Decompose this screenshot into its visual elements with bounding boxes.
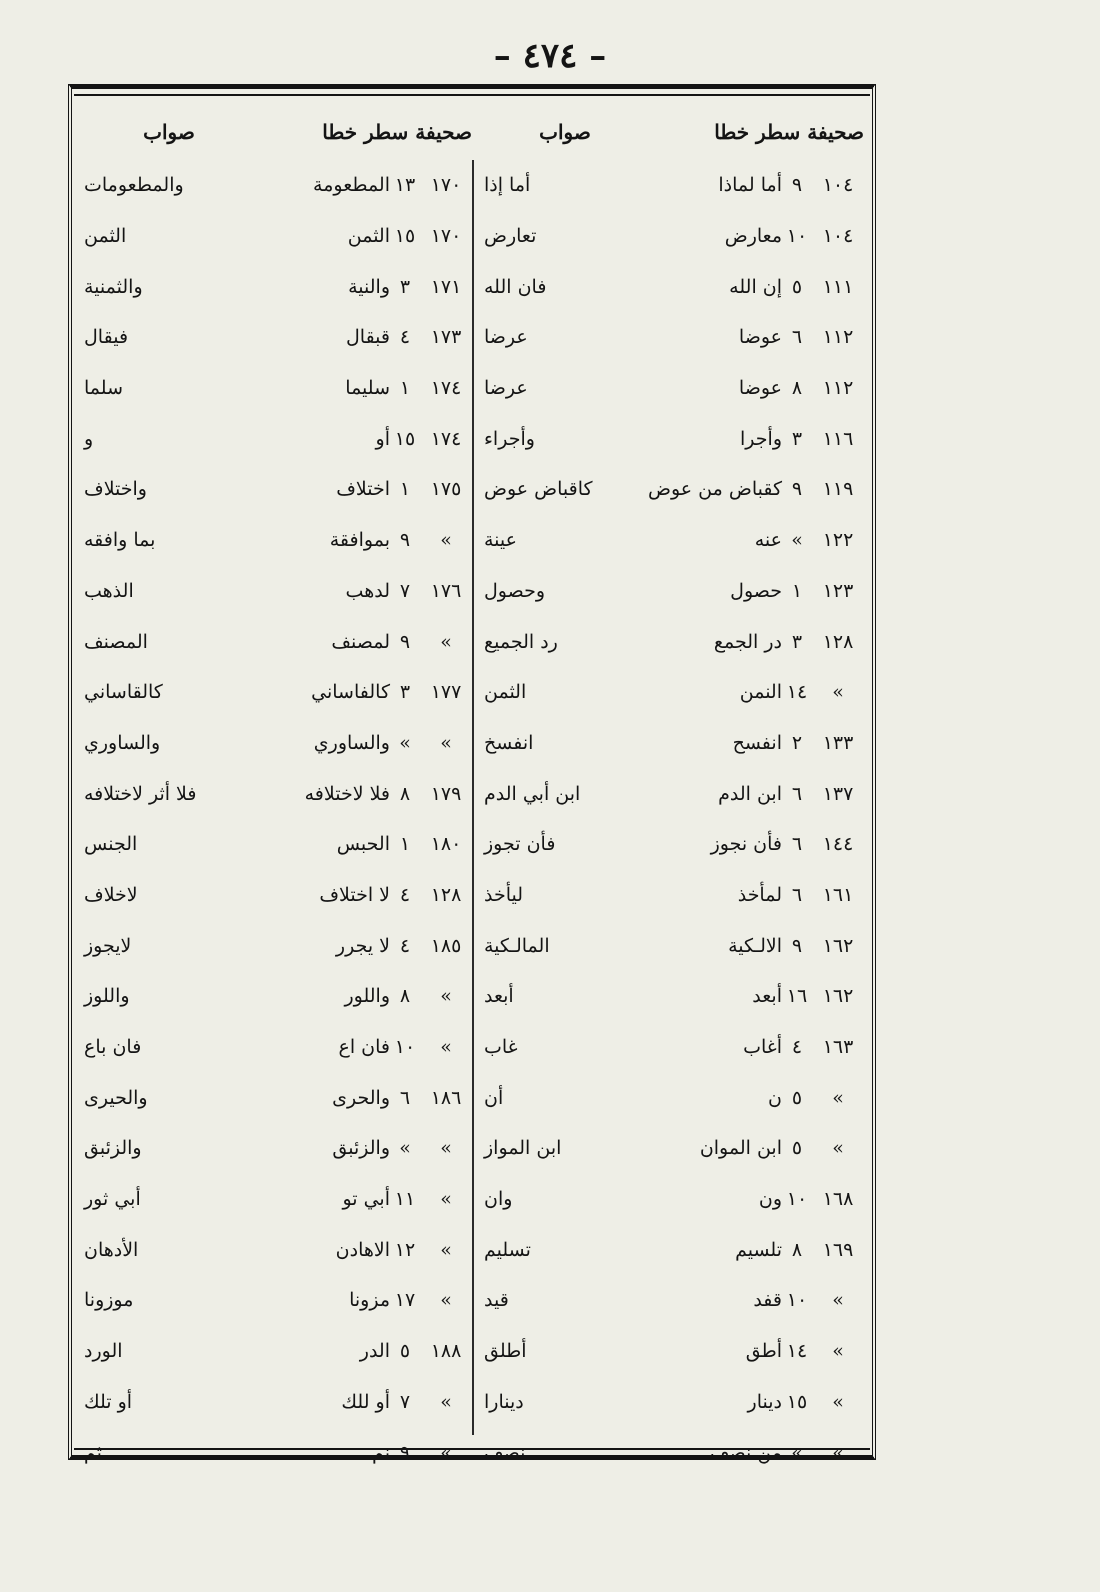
correct-text-cell: ليأخذ <box>484 883 524 906</box>
line-number-cell: » <box>791 1441 803 1464</box>
wrong-text-cell: أو <box>375 427 390 450</box>
wrong-text-cell: نم <box>372 1441 390 1464</box>
correct-text-cell: فأن تجوز <box>484 833 556 856</box>
wrong-text-cell: ابن الدم <box>718 782 782 805</box>
correct-text-cell: أن <box>484 1086 504 1109</box>
errata-row <box>478 1326 864 1377</box>
page-number-cell: » <box>440 630 452 653</box>
page-number-cell: » <box>440 1441 452 1464</box>
line-number-cell: » <box>399 1137 411 1160</box>
errata-row <box>78 920 472 971</box>
wrong-text-cell: المطعومة <box>313 174 390 197</box>
page-number-cell: ١٢٨ <box>430 883 462 906</box>
wrong-text-cell: الاهادن <box>335 1238 390 1261</box>
page-number-cell: ١٧٧ <box>430 681 462 704</box>
errata-row <box>478 413 864 464</box>
line-number-cell: ٤ <box>399 934 411 957</box>
correct-text-cell: ابن أبي الدم <box>484 782 581 805</box>
line-number-cell: ٥ <box>791 275 803 298</box>
wrong-text-cell: أما لماذا <box>718 174 782 197</box>
wrong-text-cell: فأن نجوز <box>710 833 782 856</box>
errata-row <box>78 160 472 211</box>
page-number-cell: ١٧٣ <box>430 326 462 349</box>
correct-text-cell: رد الجميع <box>484 630 558 653</box>
correct-text-cell: بما وافقه <box>84 529 156 552</box>
errata-row <box>478 1123 864 1174</box>
page-number-cell: » <box>440 1390 452 1413</box>
wrong-text-cell: لمأخذ <box>737 883 782 906</box>
header-correct: صواب <box>143 120 195 144</box>
wrong-text-cell: لا اختلاف <box>319 883 390 906</box>
wrong-text-cell: الثمن <box>347 225 390 248</box>
wrong-text-cell: كقباض من عوض <box>648 478 782 501</box>
errata-row <box>78 667 472 718</box>
line-number-cell: ١ <box>791 579 803 602</box>
correct-text-cell: وأجراء <box>484 427 535 450</box>
left-column-header <box>78 112 472 152</box>
wrong-text-cell: الدر <box>359 1340 390 1363</box>
correct-text-cell: الذهب <box>84 579 134 602</box>
page-number-cell: » <box>832 1137 844 1160</box>
errata-row <box>78 1072 472 1123</box>
wrong-text-cell: بموافقة <box>329 529 390 552</box>
left-errata-column <box>78 160 472 1478</box>
correct-text-cell: الأدهان <box>84 1238 139 1261</box>
page-number-cell: » <box>832 1441 844 1464</box>
line-number-cell: ٣ <box>791 630 803 653</box>
wrong-text-cell: ابن الموان <box>699 1137 782 1160</box>
line-number-cell: ٩ <box>791 478 803 501</box>
line-number-cell: ١ <box>399 833 411 856</box>
correct-text-cell: عينة <box>484 529 517 552</box>
wrong-text-cell: اختلاف <box>336 478 390 501</box>
page-number-cell: ١٦٨ <box>822 1188 854 1211</box>
line-number-cell: » <box>791 529 803 552</box>
correct-text-cell: لاخلاف <box>84 883 138 906</box>
page-number-cell: ١٨٥ <box>430 934 462 957</box>
errata-row <box>78 515 472 566</box>
errata-row <box>478 920 864 971</box>
errata-row <box>478 566 864 617</box>
page-number-cell: ١٦١ <box>822 883 854 906</box>
page-number-cell: ١٧٤ <box>430 377 462 400</box>
wrong-text-cell: مزونا <box>349 1289 390 1312</box>
line-number-cell: ١٠ <box>394 1036 416 1059</box>
right-errata-column <box>478 160 864 1478</box>
wrong-text-cell: كالفاساني <box>311 681 390 704</box>
correct-text-cell: المالـكية <box>484 934 550 957</box>
page-number-cell: ١٧١ <box>430 275 462 298</box>
correct-text-cell: نصف <box>484 1441 526 1464</box>
errata-row <box>478 363 864 414</box>
line-number-cell: ١٢ <box>394 1238 416 1261</box>
errata-row <box>78 1427 472 1478</box>
correct-text-cell: وان <box>484 1188 513 1211</box>
line-number-cell: ١ <box>399 478 411 501</box>
errata-row <box>78 1224 472 1275</box>
correct-text-cell: والساوري <box>84 731 161 754</box>
wrong-text-cell: النمن <box>739 681 782 704</box>
errata-row <box>78 870 472 921</box>
correct-text-cell: فيقال <box>84 326 129 349</box>
correct-text-cell: واللوز <box>84 985 130 1008</box>
correct-text-cell: فان باع <box>84 1036 142 1059</box>
errata-row <box>478 1427 864 1478</box>
line-number-cell: ١٥ <box>394 427 416 450</box>
correct-text-cell: فان الله <box>484 275 547 298</box>
line-number-cell: ٩ <box>791 174 803 197</box>
correct-text-cell: عرضا <box>484 377 528 400</box>
page-number-cell: ١٨٦ <box>430 1086 462 1109</box>
wrong-text-cell: والساوري <box>313 731 390 754</box>
page-number-cell: » <box>440 985 452 1008</box>
errata-row <box>478 312 864 363</box>
correct-text-cell: المصنف <box>84 630 148 653</box>
wrong-text-cell: تلسيم <box>735 1238 782 1261</box>
page-number-cell: ١٠٤ <box>822 225 854 248</box>
errata-row <box>478 1224 864 1275</box>
errata-row <box>78 464 472 515</box>
page-number-cell: ١٢٣ <box>822 579 854 602</box>
correct-text-cell: غاب <box>484 1036 518 1059</box>
errata-row <box>78 1123 472 1174</box>
page-number-cell: ١٤٤ <box>822 833 854 856</box>
errata-row <box>478 160 864 211</box>
line-number-cell: ١٠ <box>786 1188 808 1211</box>
page-number-cell: » <box>440 731 452 754</box>
line-number-cell: ٥ <box>399 1340 411 1363</box>
page-number-cell: » <box>440 1289 452 1312</box>
line-number-cell: ٦ <box>791 782 803 805</box>
frame-rule-top <box>74 94 870 96</box>
wrong-text-cell: من نصف <box>709 1441 782 1464</box>
correct-text-cell: كالقاساني <box>84 681 163 704</box>
correct-text-cell: والثمنية <box>84 275 143 298</box>
errata-row <box>78 1377 472 1428</box>
page-number-cell: ١٦٣ <box>822 1036 854 1059</box>
page-number-cell: ١٧٩ <box>430 782 462 805</box>
errata-row <box>478 1275 864 1326</box>
wrong-text-cell: انفسح <box>732 731 782 754</box>
wrong-text-cell: قبقال <box>345 326 390 349</box>
page-number-cell: ١٦٩ <box>822 1238 854 1261</box>
wrong-text-cell: أطق <box>745 1340 782 1363</box>
page-number-cell: » <box>832 1390 844 1413</box>
wrong-text-cell: معارض <box>724 225 782 248</box>
line-number-cell: ٨ <box>399 985 411 1008</box>
correct-text-cell: الثمن <box>84 225 127 248</box>
errata-row <box>478 211 864 262</box>
line-number-cell: ١ <box>399 377 411 400</box>
line-number-cell: ٦ <box>791 833 803 856</box>
errata-row <box>78 211 472 262</box>
page-number-cell: ١١١ <box>822 275 854 298</box>
page-number-cell: ١٧٠ <box>430 225 462 248</box>
page-number-cell: ١٧٠ <box>430 174 462 197</box>
errata-row <box>78 566 472 617</box>
wrong-text-cell: إن الله <box>729 275 782 298</box>
wrong-text-cell: والنية <box>348 275 390 298</box>
line-number-cell: ٩ <box>399 1441 411 1464</box>
errata-row <box>478 718 864 769</box>
page-number-cell: » <box>832 1340 844 1363</box>
correct-text-cell: فلا أثر لاختلافه <box>84 782 197 805</box>
correct-text-cell: الجنس <box>84 833 138 856</box>
correct-text-cell: و <box>84 427 94 450</box>
line-number-cell: ١٣ <box>394 174 416 197</box>
correct-text-cell: أو تلك <box>84 1390 133 1413</box>
line-number-cell: ٤ <box>399 326 411 349</box>
correct-text-cell: والمطعومات <box>84 174 184 197</box>
page-number-cell: ١١٦ <box>822 427 854 450</box>
column-divider <box>472 160 474 1435</box>
correct-text-cell: أطلق <box>484 1340 527 1363</box>
wrong-text-cell: حصول <box>730 579 782 602</box>
errata-row <box>78 768 472 819</box>
correct-text-cell: الورد <box>84 1340 123 1363</box>
line-number-cell: ٦ <box>399 1086 411 1109</box>
errata-row <box>78 1022 472 1073</box>
header-correct: صواب <box>539 120 591 144</box>
wrong-text-cell: در الجمع <box>713 630 782 653</box>
line-number-cell: ٩ <box>399 529 411 552</box>
line-number-cell: ٩ <box>791 934 803 957</box>
line-number-cell: ١١ <box>394 1188 416 1211</box>
line-number-cell: ١٠ <box>786 1289 808 1312</box>
line-number-cell: ١٠ <box>786 225 808 248</box>
errata-row <box>78 413 472 464</box>
correct-text-cell: سلما <box>84 377 123 400</box>
correct-text-cell: كاقباض عوض <box>484 478 593 501</box>
wrong-text-cell: والحرى <box>332 1086 390 1109</box>
line-number-cell: ٨ <box>791 377 803 400</box>
page-number-cell: ١٦٢ <box>822 934 854 957</box>
correct-text-cell: والحيرى <box>84 1086 148 1109</box>
correct-text-cell: انفسخ <box>484 731 534 754</box>
wrong-text-cell: أبعد <box>752 985 782 1008</box>
errata-row <box>478 515 864 566</box>
errata-row <box>78 819 472 870</box>
page-number-cell: ١٦٢ <box>822 985 854 1008</box>
line-number-cell: ٤ <box>791 1036 803 1059</box>
page-number-cell: » <box>440 1036 452 1059</box>
page-number-cell: » <box>440 1137 452 1160</box>
line-number-cell: ٨ <box>791 1238 803 1261</box>
page-number-cell: » <box>440 1238 452 1261</box>
errata-row <box>78 261 472 312</box>
correct-text-cell: تعارض <box>484 225 537 248</box>
errata-row <box>478 667 864 718</box>
page-number-cell: ١٨٠ <box>430 833 462 856</box>
page-number-cell: » <box>832 681 844 704</box>
line-number-cell: ٣ <box>399 275 411 298</box>
correct-text-cell: لايجوز <box>84 934 132 957</box>
wrong-text-cell: لدهب <box>345 579 390 602</box>
wrong-text-cell: الالـكية <box>728 934 782 957</box>
errata-row <box>78 616 472 667</box>
line-number-cell: » <box>399 731 411 754</box>
page-number-cell: ١٠٤ <box>822 174 854 197</box>
line-number-cell: ٦ <box>791 326 803 349</box>
errata-row <box>78 718 472 769</box>
wrong-text-cell: فلا لاختلافه <box>304 782 390 805</box>
correct-text-cell: ابن المواز <box>484 1137 562 1160</box>
correct-text-cell: ثم <box>84 1441 102 1464</box>
errata-row <box>478 1174 864 1225</box>
errata-row <box>78 1174 472 1225</box>
wrong-text-cell: أبي تو <box>342 1188 390 1211</box>
errata-row <box>478 616 864 667</box>
correct-text-cell: تسليم <box>484 1238 531 1261</box>
page-number: – ٤٧٤ – <box>493 36 607 76</box>
line-number-cell: ٧ <box>399 579 411 602</box>
correct-text-cell: عرضا <box>484 326 528 349</box>
errata-row <box>478 1022 864 1073</box>
correct-text-cell: واختلاف <box>84 478 147 501</box>
errata-row <box>478 1072 864 1123</box>
errata-row <box>78 971 472 1022</box>
page-number-cell: ١٢٨ <box>822 630 854 653</box>
line-number-cell: ٢ <box>791 731 803 754</box>
errata-row <box>478 870 864 921</box>
page-number-cell: » <box>832 1086 844 1109</box>
correct-text-cell: والزئبق <box>84 1137 142 1160</box>
line-number-cell: ١٥ <box>394 225 416 248</box>
correct-text-cell: قيد <box>484 1289 509 1312</box>
line-number-cell: ٥ <box>791 1137 803 1160</box>
page-number-cell: ١١٢ <box>822 326 854 349</box>
wrong-text-cell: ون <box>758 1188 782 1211</box>
page-number-cell: ١٧٦ <box>430 579 462 602</box>
wrong-text-cell: فان اع <box>338 1036 390 1059</box>
wrong-text-cell: أو للك <box>341 1390 390 1413</box>
correct-text-cell: أبي ثور <box>84 1188 141 1211</box>
page-number-cell: ١٧٤ <box>430 427 462 450</box>
errata-row <box>78 312 472 363</box>
wrong-text-cell: الحبس <box>336 833 390 856</box>
page-number-cell: » <box>832 1289 844 1312</box>
correct-text-cell: وحصول <box>484 579 546 602</box>
right-column-header <box>478 112 864 152</box>
wrong-text-cell: أغاب <box>743 1036 782 1059</box>
wrong-text-cell: عوضا <box>738 377 782 400</box>
page-number-cell: ١١٢ <box>822 377 854 400</box>
errata-row <box>478 819 864 870</box>
wrong-text-cell: دينار <box>747 1390 782 1413</box>
errata-row <box>478 261 864 312</box>
wrong-text-cell: سليما <box>345 377 390 400</box>
line-number-cell: ١٤ <box>786 1340 808 1363</box>
line-number-cell: ٨ <box>399 782 411 805</box>
page-number-cell: ١٨٨ <box>430 1340 462 1363</box>
line-number-cell: ١٤ <box>786 681 808 704</box>
line-number-cell: ١٦ <box>786 985 808 1008</box>
line-number-cell: ١٥ <box>786 1390 808 1413</box>
errata-row <box>478 971 864 1022</box>
line-number-cell: ٥ <box>791 1086 803 1109</box>
wrong-text-cell: واللور <box>344 985 390 1008</box>
errata-row <box>78 1275 472 1326</box>
errata-row <box>478 464 864 515</box>
errata-row <box>78 1326 472 1377</box>
wrong-text-cell: وأجرا <box>740 427 782 450</box>
page-number-cell: » <box>440 529 452 552</box>
errata-row <box>78 363 472 414</box>
page-number-cell: ١٢٢ <box>822 529 854 552</box>
correct-text-cell: أبعد <box>484 985 514 1008</box>
page-number-cell: » <box>440 1188 452 1211</box>
correct-text-cell: دينارا <box>484 1390 524 1413</box>
line-number-cell: ٣ <box>399 681 411 704</box>
line-number-cell: ٤ <box>399 883 411 906</box>
page-number-cell: ١١٩ <box>822 478 854 501</box>
page-number-cell: ١٣٣ <box>822 731 854 754</box>
wrong-text-cell: قفد <box>753 1289 782 1312</box>
wrong-text-cell: لمصنف <box>331 630 390 653</box>
wrong-text-cell: عنه <box>754 529 782 552</box>
page-number-cell: ١٣٧ <box>822 782 854 805</box>
correct-text-cell: الثمن <box>484 681 527 704</box>
errata-row <box>478 1377 864 1428</box>
line-number-cell: ١٧ <box>394 1289 416 1312</box>
errata-row <box>478 768 864 819</box>
correct-text-cell: موزونا <box>84 1289 134 1312</box>
line-number-cell: ٣ <box>791 427 803 450</box>
wrong-text-cell: لا يجرر <box>335 934 390 957</box>
page-number-cell: ١٧٥ <box>430 478 462 501</box>
header-page-line-wrong: صحيفة سطر خطا <box>322 120 472 144</box>
wrong-text-cell: والزئبق <box>332 1137 390 1160</box>
wrong-text-cell: عوضا <box>738 326 782 349</box>
line-number-cell: ٦ <box>791 883 803 906</box>
header-page-line-wrong: صحيفة سطر خطا <box>714 120 864 144</box>
wrong-text-cell: ن <box>768 1086 782 1109</box>
line-number-cell: ٧ <box>399 1390 411 1413</box>
line-number-cell: ٩ <box>399 630 411 653</box>
correct-text-cell: أما إذا <box>484 174 531 197</box>
